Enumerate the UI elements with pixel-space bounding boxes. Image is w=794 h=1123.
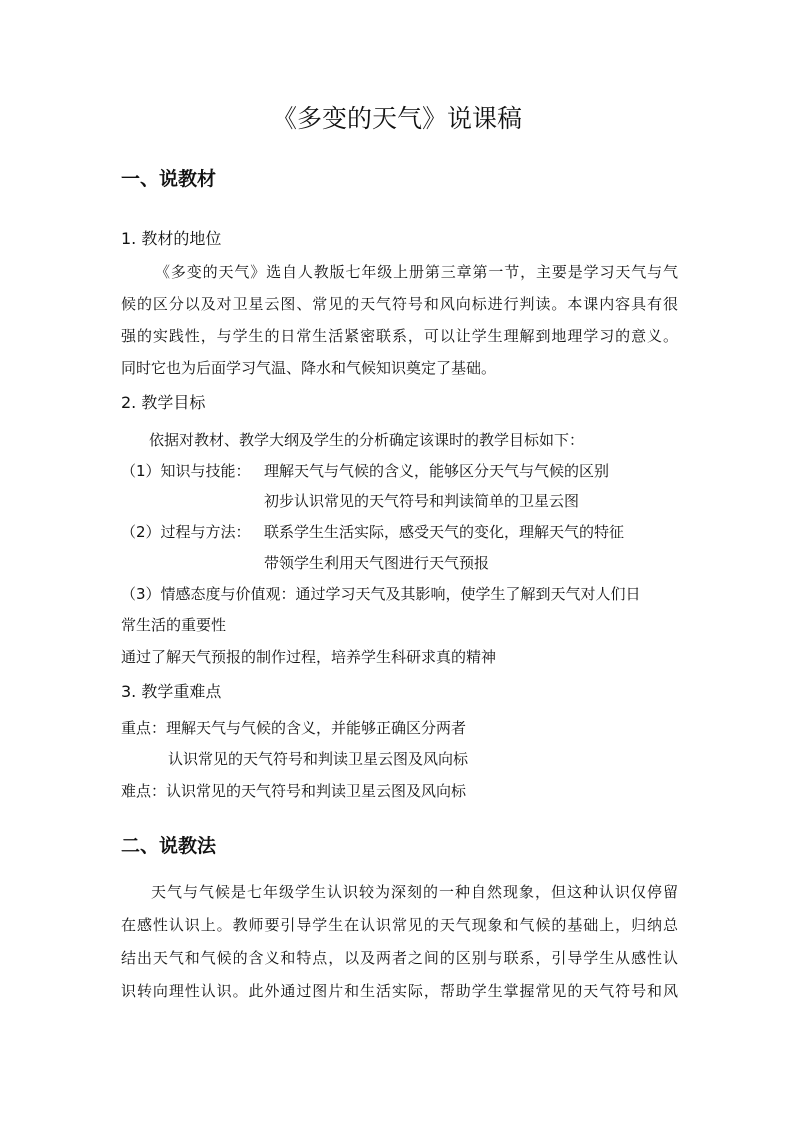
- goal-item: 理解天气与气候的含义，能够区分天气与气候的区别: [264, 462, 610, 480]
- paragraph-line: 结出天气和气候的含义和特点，以及两者之间的区别与联系，引导学生从感性认: [121, 949, 678, 967]
- goal-item: 联系学生生活实际，感受天气的变化，理解天气的特征: [264, 523, 625, 541]
- goal-item: 通过了解天气预报的制作过程，培养学生科研求真的精神: [121, 648, 497, 666]
- paragraph-line: 《多变的天气》选自人教版七年级上册第三章第一节，主要是学习天气与气: [155, 263, 678, 281]
- paragraph-line: 天气与气候是七年级学生认识较为深刻的一种自然现象，但这种认识仅停留: [151, 883, 678, 901]
- key-point: 重点：理解天气与气候的含义，并能够正确区分两者: [121, 719, 467, 737]
- goal-item: （3）情感态度与价值观：通过学习天气及其影响，使学生了解到天气对人们日: [121, 585, 641, 603]
- paragraph-line: 在感性认识上。教师要引导学生在认识常见的天气现象和气候的基础上，归纳总: [121, 916, 678, 934]
- paragraph-line: 识转向理性认识。此外通过图片和生活实际，帮助学生掌握常见的天气符号和风: [121, 982, 678, 1000]
- difficult-point: 难点：认识常见的天气符号和判读卫星云图及风向标: [121, 782, 467, 800]
- goal-item: 常生活的重要性: [121, 616, 227, 634]
- subheading-key-points: 3. 教学重难点: [121, 682, 222, 701]
- goal-item: 带领学生利用天气图进行天气预报: [264, 554, 490, 572]
- key-point: 认识常见的天气符号和判读卫星云图及风向标: [168, 750, 469, 768]
- paragraph-line: 候的区分以及对卫星云图、常见的天气符号和风向标进行判读。本课内容具有很: [121, 295, 678, 313]
- paragraph-line: 强的实践性，与学生的日常生活紧密联系，可以让学生理解到地理学习的意义。: [121, 327, 678, 345]
- subheading-position: 1. 教材的地位: [121, 229, 222, 248]
- goal-item: 初步认识常见的天气符号和判读简单的卫星云图: [264, 492, 580, 510]
- section-heading-method: 二、说教法: [121, 835, 217, 857]
- goal-label: （2）过程与方法：: [121, 523, 251, 541]
- goals-intro: 依据对教材、教学大纲及学生的分析确定该课时的教学目标如下：: [149, 431, 585, 449]
- section-heading-textbook: 一、说教材: [121, 168, 217, 190]
- document-title: 《多变的天气》说课稿: [271, 104, 522, 133]
- goal-label: （1）知识与技能：: [121, 462, 251, 480]
- subheading-goals: 2. 教学目标: [121, 393, 206, 412]
- paragraph-line: 同时它也为后面学习气温、降水和气候知识奠定了基础。: [121, 359, 497, 377]
